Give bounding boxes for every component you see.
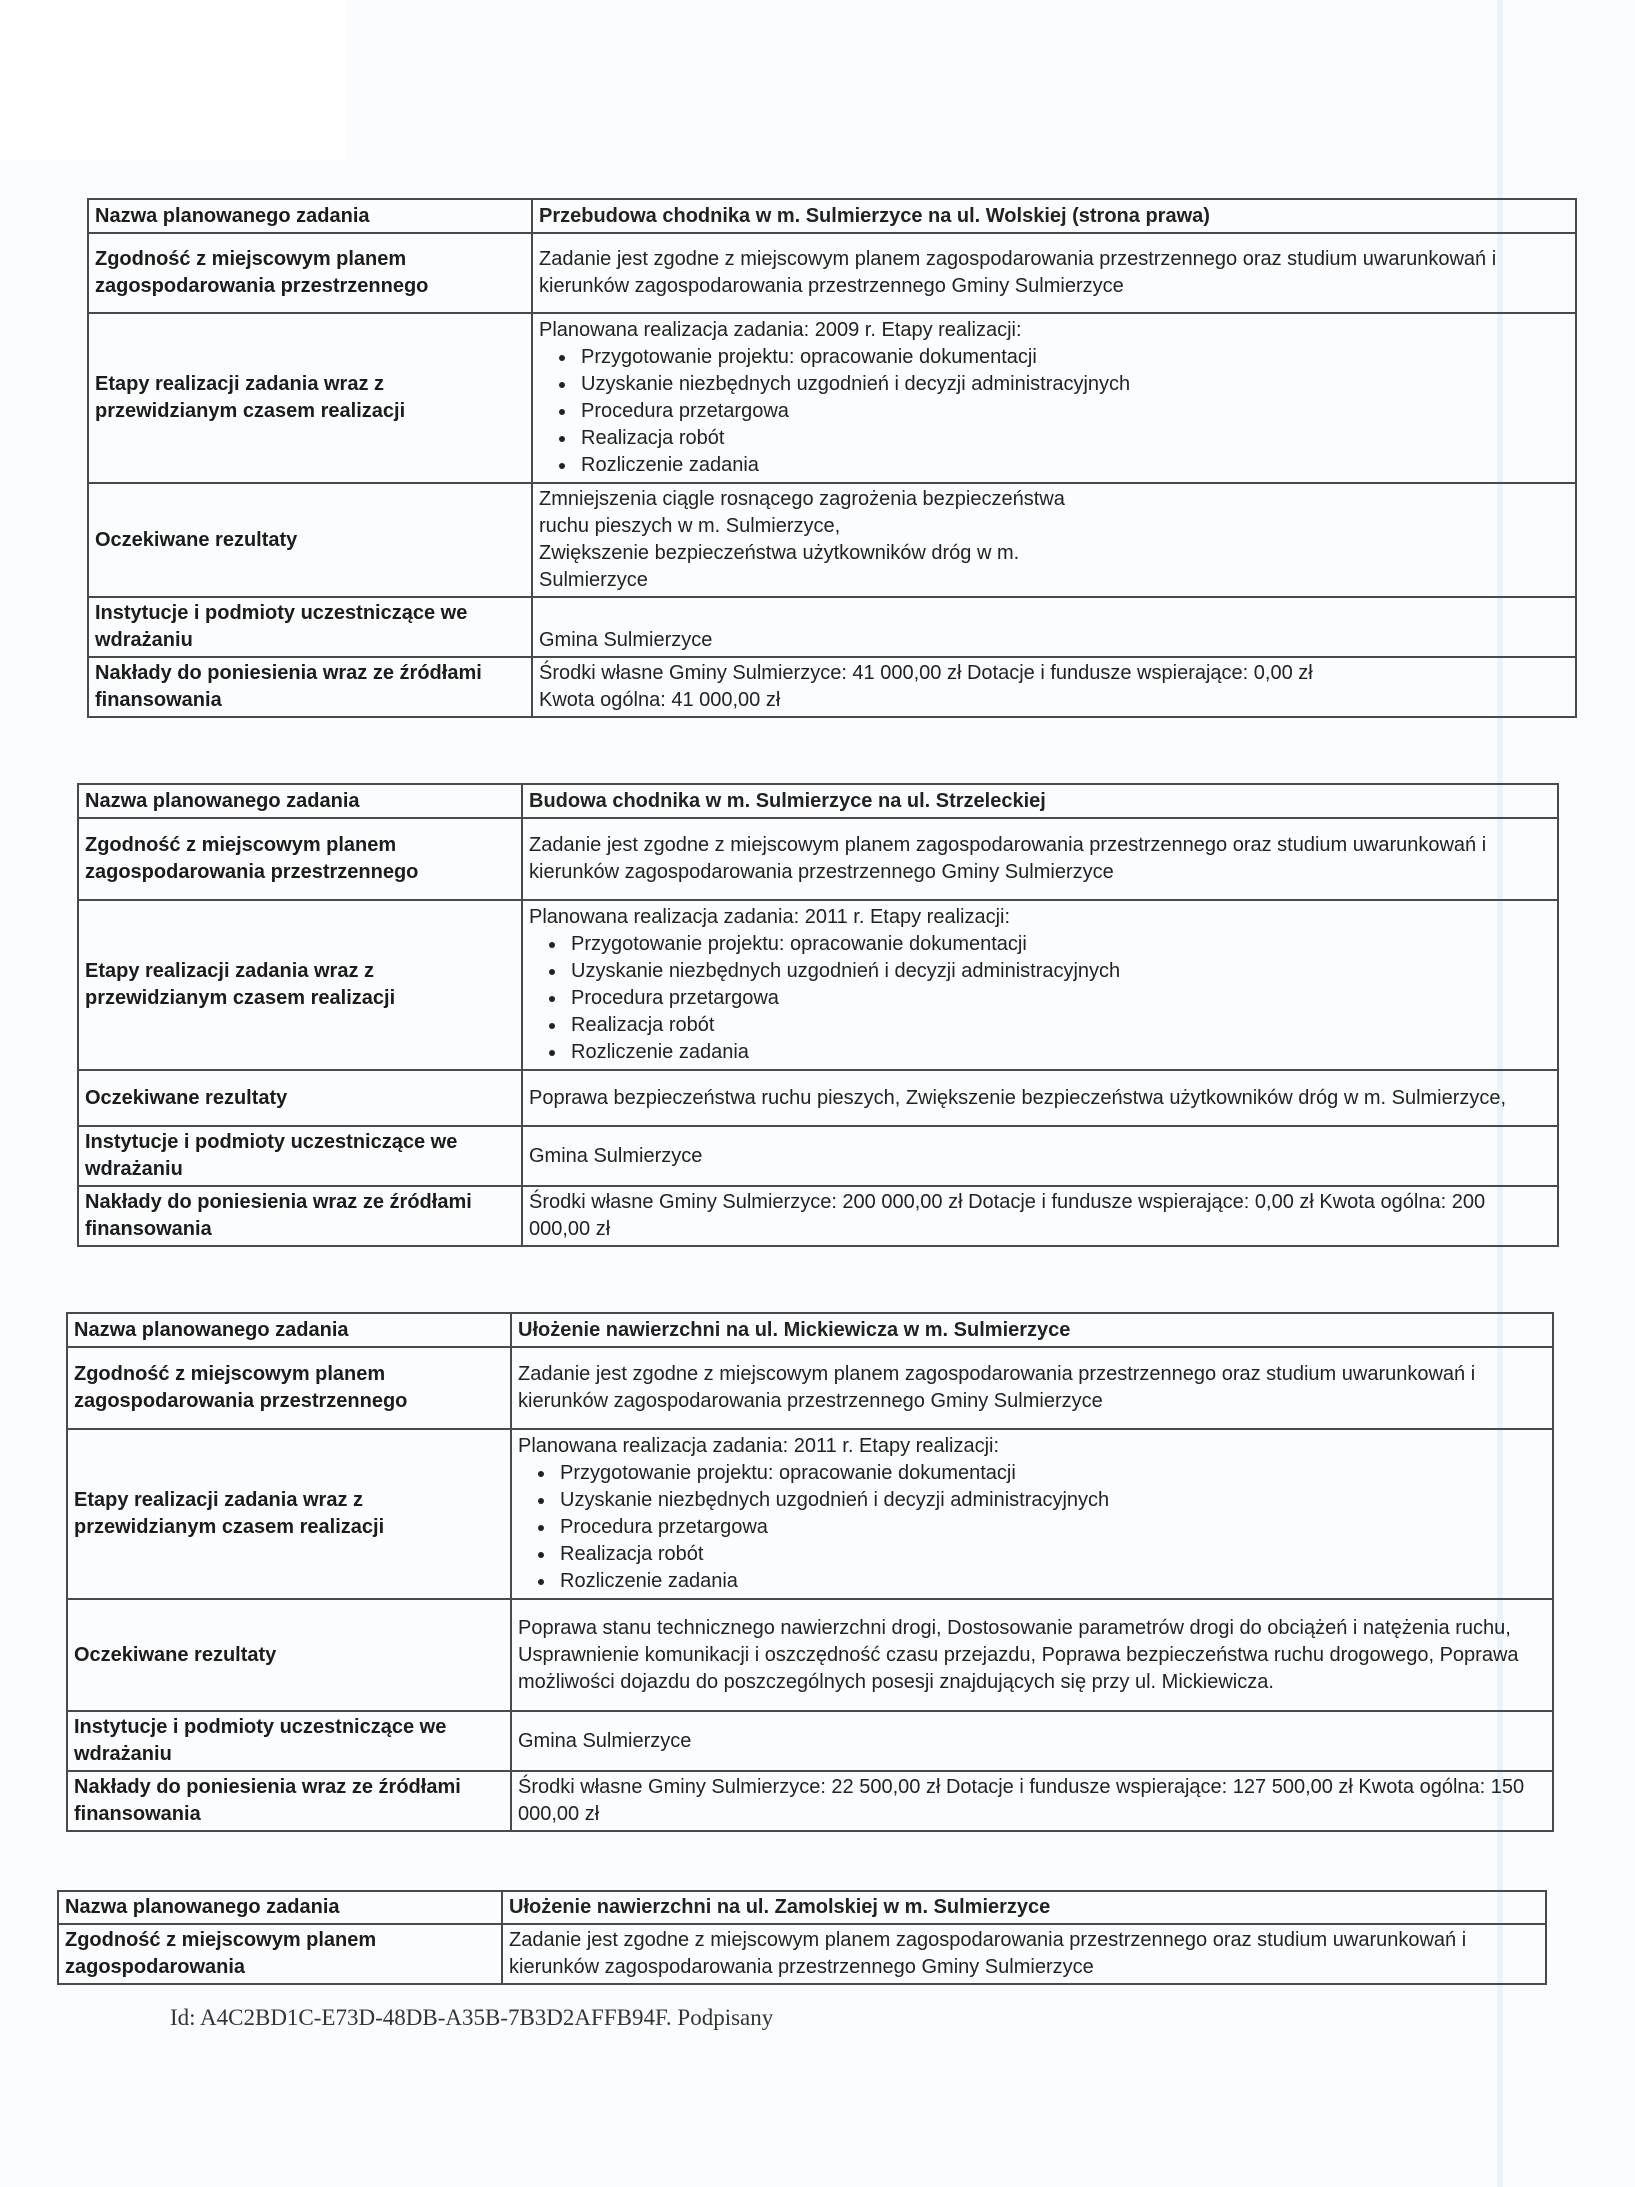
institutions-text: Gmina Sulmierzyce [522, 1126, 1558, 1186]
results-cell [511, 1599, 1553, 1711]
institutions-text: Gmina Sulmierzyce [511, 1711, 1553, 1771]
costs-text: Środki własne Gminy Sulmierzyce: 22 500,00 zł Dotacje i fundusze wspierające: 127 500,00 zł Kwota ogólna: 150 000,00 zł [511, 1771, 1553, 1831]
label-costs: Nakłady do poniesienia wraz ze źródłami finansowania [88, 657, 532, 717]
row-stages [88, 313, 1576, 483]
label-institutions: Instytucje i podmioty uczestniczące we wdrażaniu [67, 1711, 511, 1771]
result-line: Usprawnienie komunikacji i oszczędność czasu przejazdu, Poprawa bezpieczeństwa ruchu drogowego, Poprawa możliwości dojazdu do poszczególnych posesji znajdujących się przy ul. Mickiewicza. [518, 1643, 1519, 1693]
results-cell [532, 483, 1576, 597]
row-results [78, 1070, 1558, 1126]
row-name [78, 784, 1558, 818]
label-institutions: Instytucje i podmioty uczestniczące we wdrażaniu [78, 1126, 522, 1186]
label-stages: Etapy realizacji zadania wraz z przewidzianym czasem realizacji [88, 313, 532, 483]
costs-cell [532, 657, 1576, 717]
label-name: Nazwa planowanego zadania [88, 199, 532, 233]
stage-item: • Rozliczenie zadania [556, 1568, 1546, 1595]
row-compliance [58, 1924, 1546, 1984]
document-id: Id: A4C2BD1C-E73D-48DB-A35B-7B3D2AFFB94F. Podpisany [170, 2005, 774, 2030]
row-institutions [67, 1711, 1553, 1771]
task-table-3 [66, 1312, 1554, 1832]
label-institutions: Instytucje i podmioty uczestniczące we wdrażaniu [88, 597, 532, 657]
results-text: Poprawa bezpieczeństwa ruchu pieszych, Zwiększenie bezpieczeństwa użytkowników dróg w m. Sulmierzyce, [522, 1070, 1558, 1126]
label-compliance: Zgodność z miejscowym planem zagospodarowania [58, 1924, 502, 1984]
costs-text: Środki własne Gminy Sulmierzyce: 200 000,00 zł Dotacje i fundusze wspierające: 0,00 zł Kwota ogólna: 200 000,00 zł [522, 1186, 1558, 1246]
task-name: Ułożenie nawierzchni na ul. Zamolskiej w m. Sulmierzyce [502, 1891, 1546, 1924]
row-stages [67, 1429, 1553, 1599]
label-stages: Etapy realizacji zadania wraz z przewidzianym czasem realizacji [67, 1429, 511, 1599]
stages-cell [511, 1429, 1553, 1599]
label-costs: Nakłady do poniesienia wraz ze źródłami finansowania [78, 1186, 522, 1246]
stage-item: • Realizacja robót [577, 425, 1569, 452]
stage-item: • Realizacja robót [567, 1012, 1551, 1039]
stages-list [518, 1460, 1546, 1595]
label-name: Nazwa planowanego zadania [78, 784, 522, 818]
row-results [67, 1599, 1553, 1711]
row-costs [88, 657, 1576, 717]
scan-margin [0, 0, 345, 160]
stage-item: • Rozliczenie zadania [577, 452, 1569, 479]
row-stages [78, 900, 1558, 1070]
stages-cell [522, 900, 1558, 1070]
label-results: Oczekiwane rezultaty [78, 1070, 522, 1126]
row-compliance [67, 1347, 1553, 1429]
stage-item: • Uzyskanie niezbędnych uzgodnień i decyzji administracyjnych [577, 371, 1569, 398]
result-line: ruchu pieszych w m. Sulmierzyce, [539, 515, 841, 537]
stage-item: • Procedura przetargowa [567, 985, 1551, 1012]
result-line: Sulmierzyce [539, 569, 648, 591]
label-name: Nazwa planowanego zadania [58, 1891, 502, 1924]
stages-intro: Planowana realizacja zadania: 2011 r. Etapy realizacji: [518, 1435, 1000, 1457]
compliance-text: Zadanie jest zgodne z miejscowym planem zagospodarowania przestrzennego oraz studium uwarunkowań i kierunków zagospodarowania przestrzennego Gminy Sulmierzyce [532, 233, 1576, 313]
stage-item: • Realizacja robót [556, 1541, 1546, 1568]
task-table-2 [77, 783, 1559, 1247]
row-costs [78, 1186, 1558, 1246]
stage-item: • Uzyskanie niezbędnych uzgodnień i decyzji administracyjnych [556, 1487, 1546, 1514]
task-name: Przebudowa chodnika w m. Sulmierzyce na ul. Wolskiej (strona prawa) [532, 199, 1576, 233]
task-table-4 [57, 1890, 1547, 1985]
institutions-text: Gmina Sulmierzyce [532, 597, 1576, 657]
costs-line: Kwota ogólna: 41 000,00 zł [539, 689, 781, 711]
label-results: Oczekiwane rezultaty [88, 483, 532, 597]
label-costs: Nakłady do poniesienia wraz ze źródłami finansowania [67, 1771, 511, 1831]
row-costs [67, 1771, 1553, 1831]
compliance-text: Zadanie jest zgodne z miejscowym planem zagospodarowania przestrzennego oraz studium uwarunkowań i kierunków zagospodarowania przestrzennego Gminy Sulmierzyce [522, 818, 1558, 900]
result-line: Zmniejszenia ciągle rosnącego zagrożenia bezpieczeństwa [539, 488, 1065, 510]
row-name [58, 1891, 1546, 1924]
stages-list [529, 931, 1551, 1066]
label-name: Nazwa planowanego zadania [67, 1313, 511, 1347]
row-institutions [88, 597, 1576, 657]
stages-intro: Planowana realizacja zadania: 2011 r. Etapy realizacji: [529, 906, 1011, 928]
row-results [88, 483, 1576, 597]
stage-item: • Przygotowanie projektu: opracowanie dokumentacji [567, 931, 1551, 958]
row-compliance [78, 818, 1558, 900]
costs-line: Środki własne Gminy Sulmierzyce: 41 000,00 zł Dotacje i fundusze wspierające: 0,00 zł [539, 662, 1313, 684]
stages-intro: Planowana realizacja zadania: 2009 r. Etapy realizacji: [539, 319, 1022, 341]
label-compliance: Zgodność z miejscowym planem zagospodarowania przestrzennego [78, 818, 522, 900]
stages-cell [532, 313, 1576, 483]
row-name [88, 199, 1576, 233]
stages-list [539, 344, 1569, 479]
task-table-1 [87, 198, 1577, 718]
stage-item: • Przygotowanie projektu: opracowanie dokumentacji [577, 344, 1569, 371]
label-results: Oczekiwane rezultaty [67, 1599, 511, 1711]
stage-item: • Rozliczenie zadania [567, 1039, 1551, 1066]
stage-item: • Uzyskanie niezbędnych uzgodnień i decyzji administracyjnych [567, 958, 1551, 985]
row-name [67, 1313, 1553, 1347]
stage-item: • Procedura przetargowa [577, 398, 1569, 425]
compliance-text: Zadanie jest zgodne z miejscowym planem zagospodarowania przestrzennego oraz studium uwarunkowań i kierunków zagospodarowania przestrzennego Gminy Sulmierzyce [511, 1347, 1553, 1429]
task-name: Ułożenie nawierzchni na ul. Mickiewicza w m. Sulmierzyce [511, 1313, 1553, 1347]
stage-item: • Przygotowanie projektu: opracowanie dokumentacji [556, 1460, 1546, 1487]
stage-item: • Procedura przetargowa [556, 1514, 1546, 1541]
compliance-text: Zadanie jest zgodne z miejscowym planem zagospodarowania przestrzennego oraz studium uwarunkowań i kierunków zagospodarowania przestrzennego Gminy Sulmierzyce [502, 1924, 1546, 1984]
result-line: Zwiększenie bezpieczeństwa użytkowników dróg w m. [539, 542, 1020, 564]
result-line: Poprawa stanu technicznego nawierzchni drogi, Dostosowanie parametrów drogi do obciążeń i natężenia ruchu, [518, 1616, 1511, 1639]
label-compliance: Zgodność z miejscowym planem zagospodarowania przestrzennego [88, 233, 532, 313]
row-institutions [78, 1126, 1558, 1186]
label-stages: Etapy realizacji zadania wraz z przewidzianym czasem realizacji [78, 900, 522, 1070]
row-compliance [88, 233, 1576, 313]
task-name: Budowa chodnika w m. Sulmierzyce na ul. Strzeleckiej [522, 784, 1558, 818]
label-compliance: Zgodność z miejscowym planem zagospodarowania przestrzennego [67, 1347, 511, 1429]
